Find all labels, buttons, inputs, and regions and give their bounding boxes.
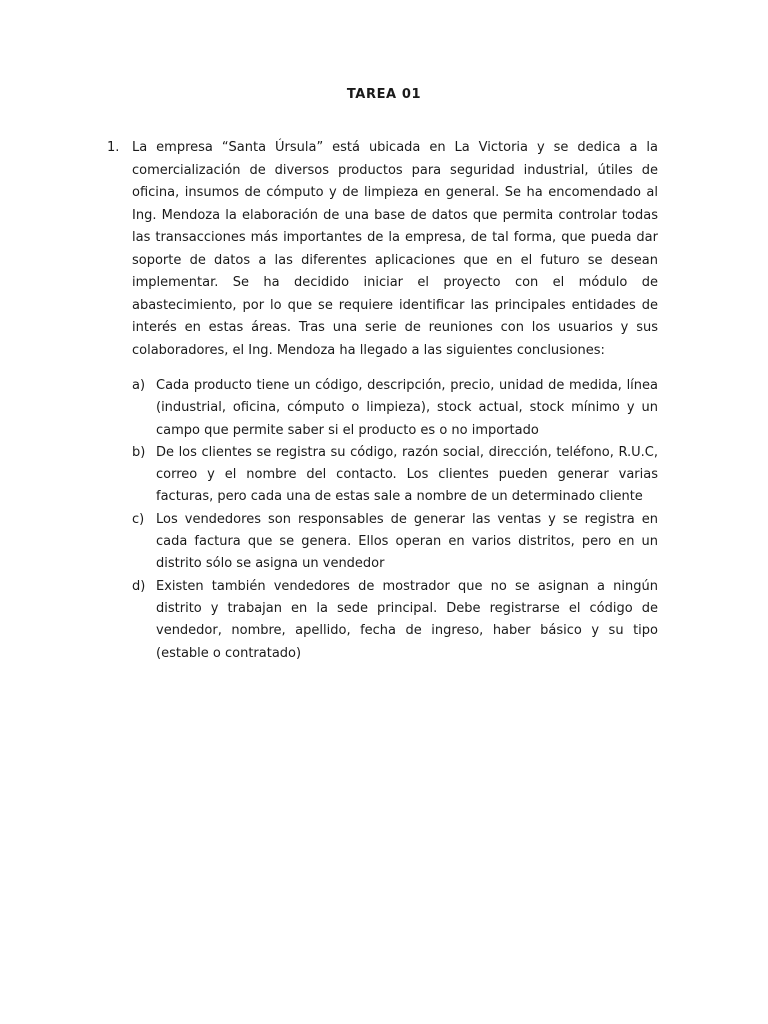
sub-item-letter: b) <box>132 444 146 460</box>
list-item-number: 1. <box>107 140 120 155</box>
sub-item-text: De los clientes se registra su código, razón social, dirección, teléfono, R.U.C, correo y el nombre del contacto. Los clientes pueden generar varias facturas, pero cada una de estas sale a nombre de un determinado cliente <box>156 444 658 505</box>
list-item-paragraph: La empresa “Santa Úrsula” está ubicada en La Victoria y se dedica a la comercialización de diversos productos para seguridad industrial, útiles de oficina, insumos de cómputo y de limpieza en general. Se ha encomendado al Ing. Mendoza la elaboración de una base de datos que permita controlar todas las transacciones más importantes de la empresa, de tal forma, que pueda dar soporte de datos a las diferentes aplicaciones que en el futuro se desean implementar. Se ha decidido iniciar el proyecto con el módulo de abastecimiento, por lo que se requiere identificar las principales entidades de interés en estas áreas. Tras una serie de reuniones con los usuarios y sus colaboradores, el Ing. Mendoza ha llegado a las siguientes conclusiones: <box>132 140 658 358</box>
list-item-1 <box>107 137 658 362</box>
sub-item-a <box>132 375 658 442</box>
sub-item-text: Existen también vendedores de mostrador que no se asignan a ningún distrito y trabajan en la sede principal. Debe registrarse el código de vendedor, nombre, apellido, fecha de ingreso, haber básico y su tipo (estable o contratado) <box>156 578 658 661</box>
sub-item-letter: d) <box>132 578 146 594</box>
sub-item-text: Los vendedores son responsables de generar las ventas y se registra en cada factura que se genera. Ellos operan en varios distritos, pero en un distrito sólo se asigna un vendedor <box>156 511 658 572</box>
document-title: TAREA 01 <box>346 87 422 102</box>
sub-item-d <box>132 576 658 665</box>
sub-list <box>132 375 658 665</box>
sub-item-b <box>132 442 658 509</box>
sub-item-letter: a) <box>132 378 146 393</box>
sub-item-letter: c) <box>132 511 145 527</box>
sub-item-text: Cada producto tiene un código, descripción, precio, unidad de medida, línea (industrial, oficina, cómputo o limpieza), stock actual, stock mínimo y un campo que permite saber si el producto es o no importado <box>156 378 658 438</box>
sub-item-c <box>132 509 658 576</box>
